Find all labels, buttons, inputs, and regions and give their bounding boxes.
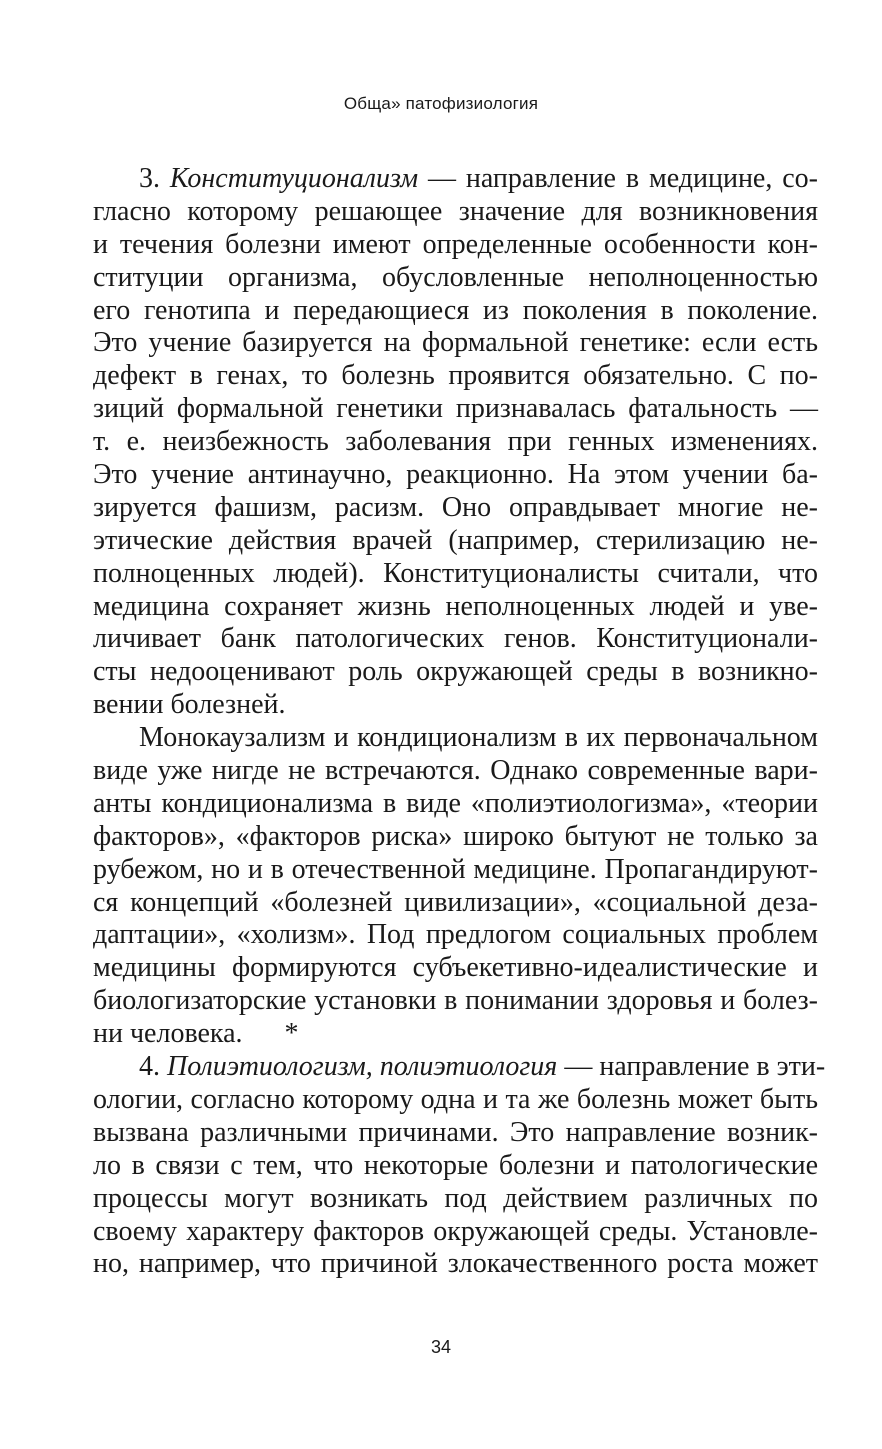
paragraph-constitutionalism-first-line (93, 163, 818, 196)
line-text: — направление в эти- (557, 1051, 826, 1083)
page-number: 34 (430, 1337, 452, 1357)
text-line: полноценных людей). Конституционалисты считали, что (93, 557, 818, 589)
text-line: личивает банк патологических генов. Конституционали- (93, 623, 818, 655)
text-line: и течения болезни имеют определенные особенности кон- (93, 228, 818, 260)
text-line: этические действия врачей (например, стерилизацию не- (93, 524, 818, 556)
lead-term: Полиэтиологизм, полиэтиология (167, 1051, 558, 1083)
text-line: ло в связи с тем, что некоторые болезни и патологические (93, 1149, 818, 1181)
text-line: ся концепций «болезней цивилизации», «социальной деза- (93, 886, 818, 918)
text-line: его генотипа и передающиеся из поколения в поколение. (93, 294, 818, 326)
text-line: анты кондиционализма в виде «полиэтиологизма», «теории (93, 787, 818, 819)
text-line: зиций формальной генетики признавалась фатальность — (93, 393, 818, 425)
text-line: даптации», «холизм». Под предлогом социальных проблем (93, 919, 818, 951)
paragraph-polyetiology-first-line (93, 1051, 826, 1084)
running-head: Обща» патофизиология (343, 94, 539, 113)
text-line: сты недооценивают роль окружающей среды в возникно- (93, 656, 818, 688)
line-text: — направление в медицине, со- (418, 163, 819, 194)
paragraph-number: 3. (139, 163, 160, 194)
lead-term: Конституционализм (169, 163, 419, 194)
text-line: дефект в генах, то болезнь проявится обязательно. С по- (93, 360, 818, 392)
text-line: ологии, согласно которому одна и та же болезнь может быть (93, 1083, 818, 1115)
text-line: Это учение антинаучно, реакционно. На этом учении ба- (93, 459, 818, 491)
body-text (93, 163, 826, 1281)
text-line: вызвана различными причинами. Это направление возник- (93, 1116, 818, 1148)
text-line: своему характеру факторов окружающей среды. Установле- (93, 1215, 818, 1247)
text-line: зируется фашизм, расизм. Оно оправдывает многие не- (93, 491, 818, 523)
text-line: вении болезней. (93, 689, 286, 721)
text-line: виде уже нигде не встречаются. Однако современные вари- (93, 755, 818, 787)
text-line: медицина сохраняет жизнь неполноценных людей и уве- (93, 590, 818, 622)
text-line: факторов», «факторов риска» широко бытуют не только за (93, 820, 818, 852)
paragraph-monocausalism-first-line: Монокаузализм и кондиционализм в их первоначальном (139, 722, 818, 754)
text-line: Это учение базируется на формальной генетике: если есть (93, 327, 818, 359)
text-line: биологизаторские установки в понимании здоровья и болез- (93, 985, 818, 1017)
text-line: ни человека. * (93, 1018, 299, 1050)
text-line: гласно которому решающее значение для возникновения (93, 195, 818, 227)
paragraph-number: 4. (139, 1051, 160, 1083)
text-line: медицины формируются субъекетивно-идеалистические и (93, 952, 818, 984)
text-line: ституции организма, обусловленные неполноценностью (93, 261, 818, 293)
text-line: т. е. неизбежность заболевания при генных изменениях. (93, 426, 818, 458)
text-line: процессы могут возникать под действием различных по (93, 1182, 818, 1214)
text-line: рубежом, но и в отечественной медицине. Пропагандируют- (93, 853, 818, 885)
text-line: но, например, что причиной злокачественного роста может (93, 1248, 818, 1280)
